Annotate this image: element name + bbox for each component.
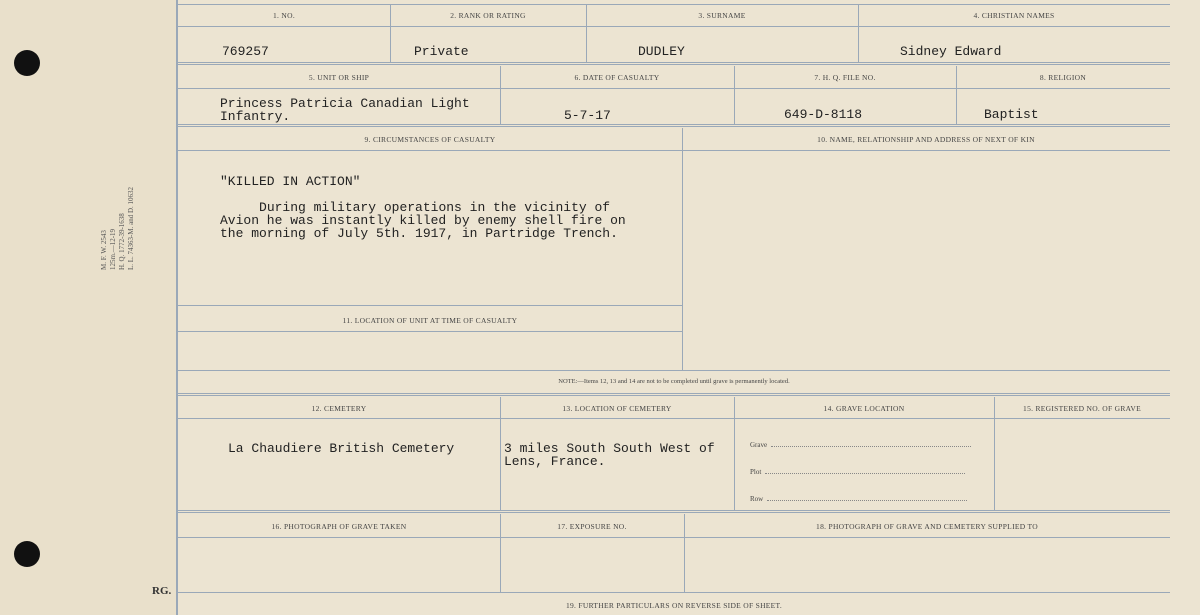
file-no-value: 649-D-8118: [784, 107, 863, 122]
casualty-form: [178, 0, 1200, 615]
header-unit: 5. UNIT OR SHIP: [308, 73, 370, 82]
imprint-line: 125m.—12-19: [109, 228, 117, 270]
header-no: 1. NO.: [272, 11, 295, 20]
surname-value: DUDLEY: [638, 44, 685, 59]
imprint-line: H. Q. 1772-39-1638: [118, 213, 126, 270]
row-line: [750, 494, 982, 503]
plot-label: Plot: [750, 468, 762, 476]
circumstances-text: During military operations in the vicinity of Avion he was instantly killed by enemy shell fire on the morning of July 5th. 1917, in Partridge Trench.: [220, 200, 626, 241]
header-surname: 3. SURNAME: [698, 11, 746, 20]
cemetery-location-value: 3 miles South South West of Lens, France.: [504, 441, 715, 469]
header-photograph-taken: 16. PHOTOGRAPH OF GRAVE TAKEN: [271, 522, 407, 531]
header-location-of-cemetery: 13. LOCATION OF CEMETERY: [562, 404, 672, 413]
header-circumstances: 9. CIRCUMSTANCES OF CASUALTY: [364, 135, 496, 144]
date-value: 5-7-17: [564, 108, 611, 123]
circumstances-title: "KILLED IN ACTION": [220, 174, 361, 189]
rg-label: RG.: [152, 585, 172, 597]
plot-line: [750, 467, 982, 476]
header-registered-no: 15. REGISTERED NO. OF GRAVE: [1023, 404, 1141, 413]
header-location-of-unit: 11. LOCATION OF UNIT AT TIME OF CASUALTY: [342, 316, 518, 325]
header-photograph-supplied: 18. PHOTOGRAPH OF GRAVE AND CEMETERY SUPPLIED TO: [816, 522, 1038, 531]
row-label: Row: [750, 495, 764, 503]
grave-line: [750, 440, 982, 449]
imprint-line: L. L. 74363-M. and D. 10632: [127, 186, 135, 270]
christian-names-value: Sidney Edward: [900, 44, 1002, 59]
cemetery-value: La Chaudiere British Cemetery: [228, 441, 455, 456]
header-cemetery: 12. CEMETERY: [311, 404, 367, 413]
service-number: 769257: [222, 44, 269, 59]
imprint-line: M. F. W. 2543: [100, 230, 108, 270]
grave-note: NOTE:—Items 12, 13 and 14 are not to be completed until grave is permanently located.: [558, 378, 790, 385]
header-next-of-kin: 10. NAME, RELATIONSHIP AND ADDRESS OF NEXT OF KIN: [817, 135, 1035, 144]
punch-hole-bottom: [14, 541, 40, 567]
header-rank: 2. RANK OR RATING: [450, 11, 526, 20]
header-file-no: 7. H. Q. FILE NO.: [814, 73, 876, 82]
header-christian-names: 4. CHRISTIAN NAMES: [973, 11, 1055, 20]
rank-value: Private: [414, 44, 469, 59]
printer-imprint: [100, 187, 136, 270]
unit-value: Princess Patricia Canadian Light Infantry.: [220, 96, 470, 124]
religion-value: Baptist: [984, 107, 1039, 122]
punch-hole-top: [14, 50, 40, 76]
left-margin: [0, 0, 176, 615]
footer-note: 19. FURTHER PARTICULARS ON REVERSE SIDE OF SHEET.: [565, 601, 783, 610]
header-exposure-no: 17. EXPOSURE NO.: [557, 522, 627, 531]
header-date: 6. DATE OF CASUALTY: [574, 73, 660, 82]
header-grave-location: 14. GRAVE LOCATION: [823, 404, 905, 413]
grave-label: Grave: [750, 441, 768, 449]
header-religion: 8. RELIGION: [1039, 73, 1087, 82]
